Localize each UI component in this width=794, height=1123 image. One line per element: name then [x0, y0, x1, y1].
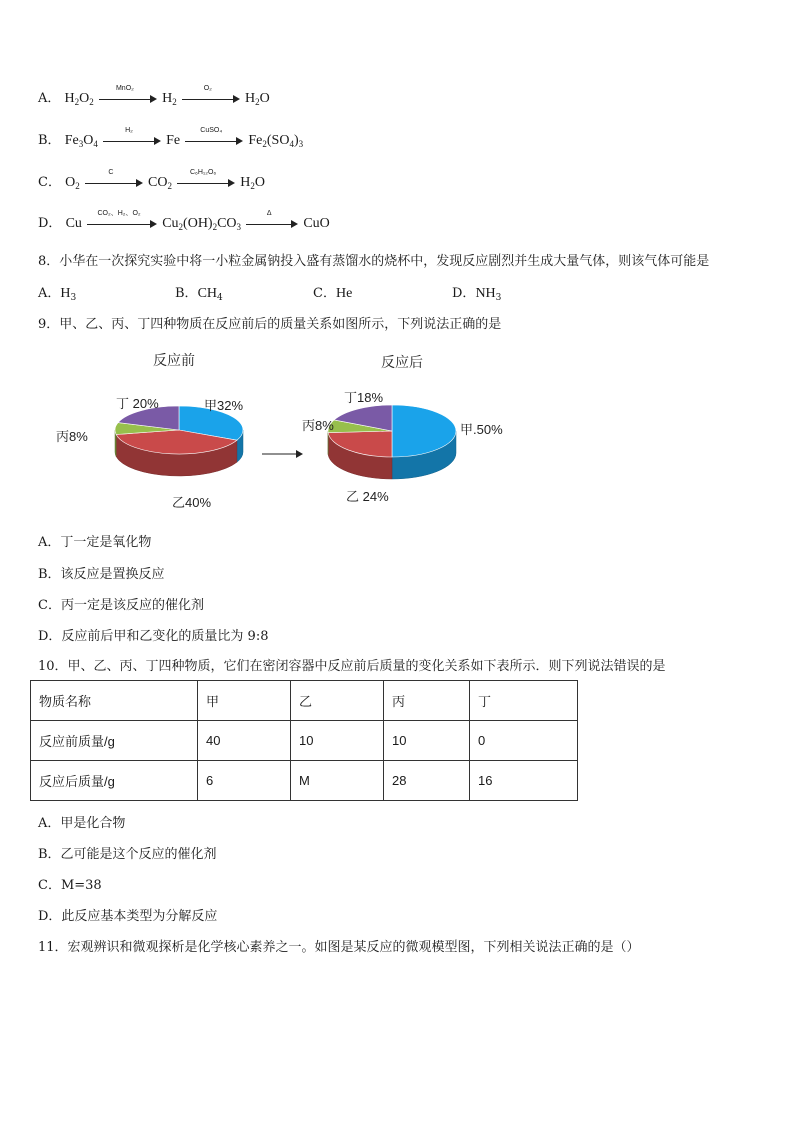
table-cell: 0: [470, 721, 578, 761]
option-letter: D．: [38, 216, 62, 231]
reaction-arrow-o2: O₂: [182, 93, 240, 105]
pie-title: 反应后: [381, 354, 423, 370]
formula-cu: Cu: [65, 216, 82, 231]
table-cell: 10: [291, 721, 384, 761]
table-cell: 反应前质量/g: [31, 721, 198, 761]
table-header-cell: 丙: [384, 681, 470, 721]
option-letter: B．: [38, 133, 61, 148]
pie-slice-label: 丁18%: [344, 390, 384, 405]
table-cell: 10: [384, 721, 470, 761]
reaction-arrow-h2: H₂: [103, 135, 161, 147]
table-header-row: [31, 681, 578, 721]
table-cell: 16: [470, 761, 578, 801]
formula-cu2oh2co3: $Cu_2(OH)_2CO_3$: [162, 216, 242, 232]
formula-h2o: $H_2O$: [240, 175, 265, 191]
table-cell: 6: [198, 761, 291, 801]
option-d-prev: [38, 209, 330, 232]
pie-slice-label: 丁 20%: [116, 396, 159, 411]
pie-slice-label: 丙8%: [302, 418, 334, 433]
option-letter: A．: [38, 91, 61, 106]
formula-o2: $O_2$: [65, 175, 80, 191]
pie-chart-before: [56, 352, 243, 510]
table-header-cell: 乙: [291, 681, 384, 721]
q8-option-c: C．He: [313, 286, 353, 301]
pie-title: 反应前: [153, 352, 195, 368]
formula-fe: Fe: [166, 133, 181, 148]
pie-charts-figure: [0, 340, 794, 520]
transition-arrow: [262, 450, 303, 458]
table-row: [31, 761, 578, 801]
pie-slice-label: 丙8%: [56, 429, 88, 444]
pie-slice-label: 乙40%: [172, 495, 212, 510]
table-cell: 28: [384, 761, 470, 801]
q10-option-d: D．此反应基本类型为分解反应: [38, 909, 218, 924]
q9-option-c: C．丙一定是该反应的催化剂: [38, 598, 204, 613]
q10-option-b: B．乙可能是这个反应的催化剂: [38, 847, 217, 862]
table-header-cell: 丁: [470, 681, 578, 721]
q9-option-a: A．丁一定是氧化物: [38, 535, 152, 550]
q10-option-a: A．甲是化合物: [38, 816, 126, 831]
table-header-cell: 物质名称: [31, 681, 198, 721]
table-cell: 40: [198, 721, 291, 761]
option-a-prev: [38, 84, 270, 107]
reaction-arrow-co2-h2-o2: CO₂、H₂、O₂: [87, 218, 157, 230]
formula-fe3o4: $Fe_3O_4$: [64, 133, 98, 149]
q11-stem: 11．宏观辨识和微观探析是化学核心素养之一。如图是某反应的微观模型图，下列相关说法正确的是（）: [38, 940, 640, 955]
option-c-prev: [38, 168, 265, 191]
q8-option-d: D．$NH_3$: [452, 286, 502, 303]
q9-option-b: B．该反应是置换反应: [38, 567, 165, 582]
pie-slice-label: 甲32%: [204, 398, 244, 413]
option-letter: C．: [38, 175, 61, 190]
table-header-cell: 甲: [198, 681, 291, 721]
reaction-arrow-glucose: C₆H₁₂O₆: [177, 177, 235, 189]
q10-stem: 10．甲、乙、丙、丁四种物质，它们在密闭容器中反应前后质量的变化关系如下表所示．则下列说法错误的是: [38, 659, 666, 674]
table-cell: M: [291, 761, 384, 801]
table-row: [31, 721, 578, 761]
q8-option-b: B．$CH_4$: [175, 286, 223, 303]
reaction-arrow-heat: Δ: [246, 218, 298, 230]
reaction-arrow-mno2: MnO₂: [99, 93, 157, 105]
formula-co2: $CO_2$: [148, 175, 172, 191]
mass-table: [30, 680, 578, 801]
q10-option-c: C．M=38: [38, 878, 102, 893]
reaction-arrow-cuso4: CuSO₄: [185, 135, 243, 147]
formula-h2o2: $H_2O_2$: [64, 91, 94, 107]
table-cell: 反应后质量/g: [31, 761, 198, 801]
option-b-prev: [38, 126, 304, 149]
q9-stem: 9．甲、乙、丙、丁四种物质在反应前后的质量关系如图所示，下列说法正确的是: [38, 317, 502, 332]
formula-fe2so43: $Fe_2(SO_4)_3$: [248, 133, 304, 149]
formula-h2: $H_2$: [162, 91, 177, 107]
formula-h2o: $H_2O$: [244, 91, 270, 107]
pie-slice-label: 甲.50%: [460, 422, 503, 437]
formula-cuo: CuO: [303, 216, 330, 231]
pie-chart-after: [302, 354, 503, 504]
q8-option-a: A．$H_3$: [38, 286, 77, 303]
q8-stem: 8．小华在一次探究实验中将一小粒金属钠投入盛有蒸馏水的烧杯中，发现反应剧烈并生成大量气体，则该气体可能是: [38, 254, 710, 269]
reaction-arrow-c: C: [85, 177, 143, 189]
pie-slice-label: 乙 24%: [346, 489, 389, 504]
q9-option-d: D．反应前后甲和乙变化的质量比为 9:8: [38, 629, 269, 644]
